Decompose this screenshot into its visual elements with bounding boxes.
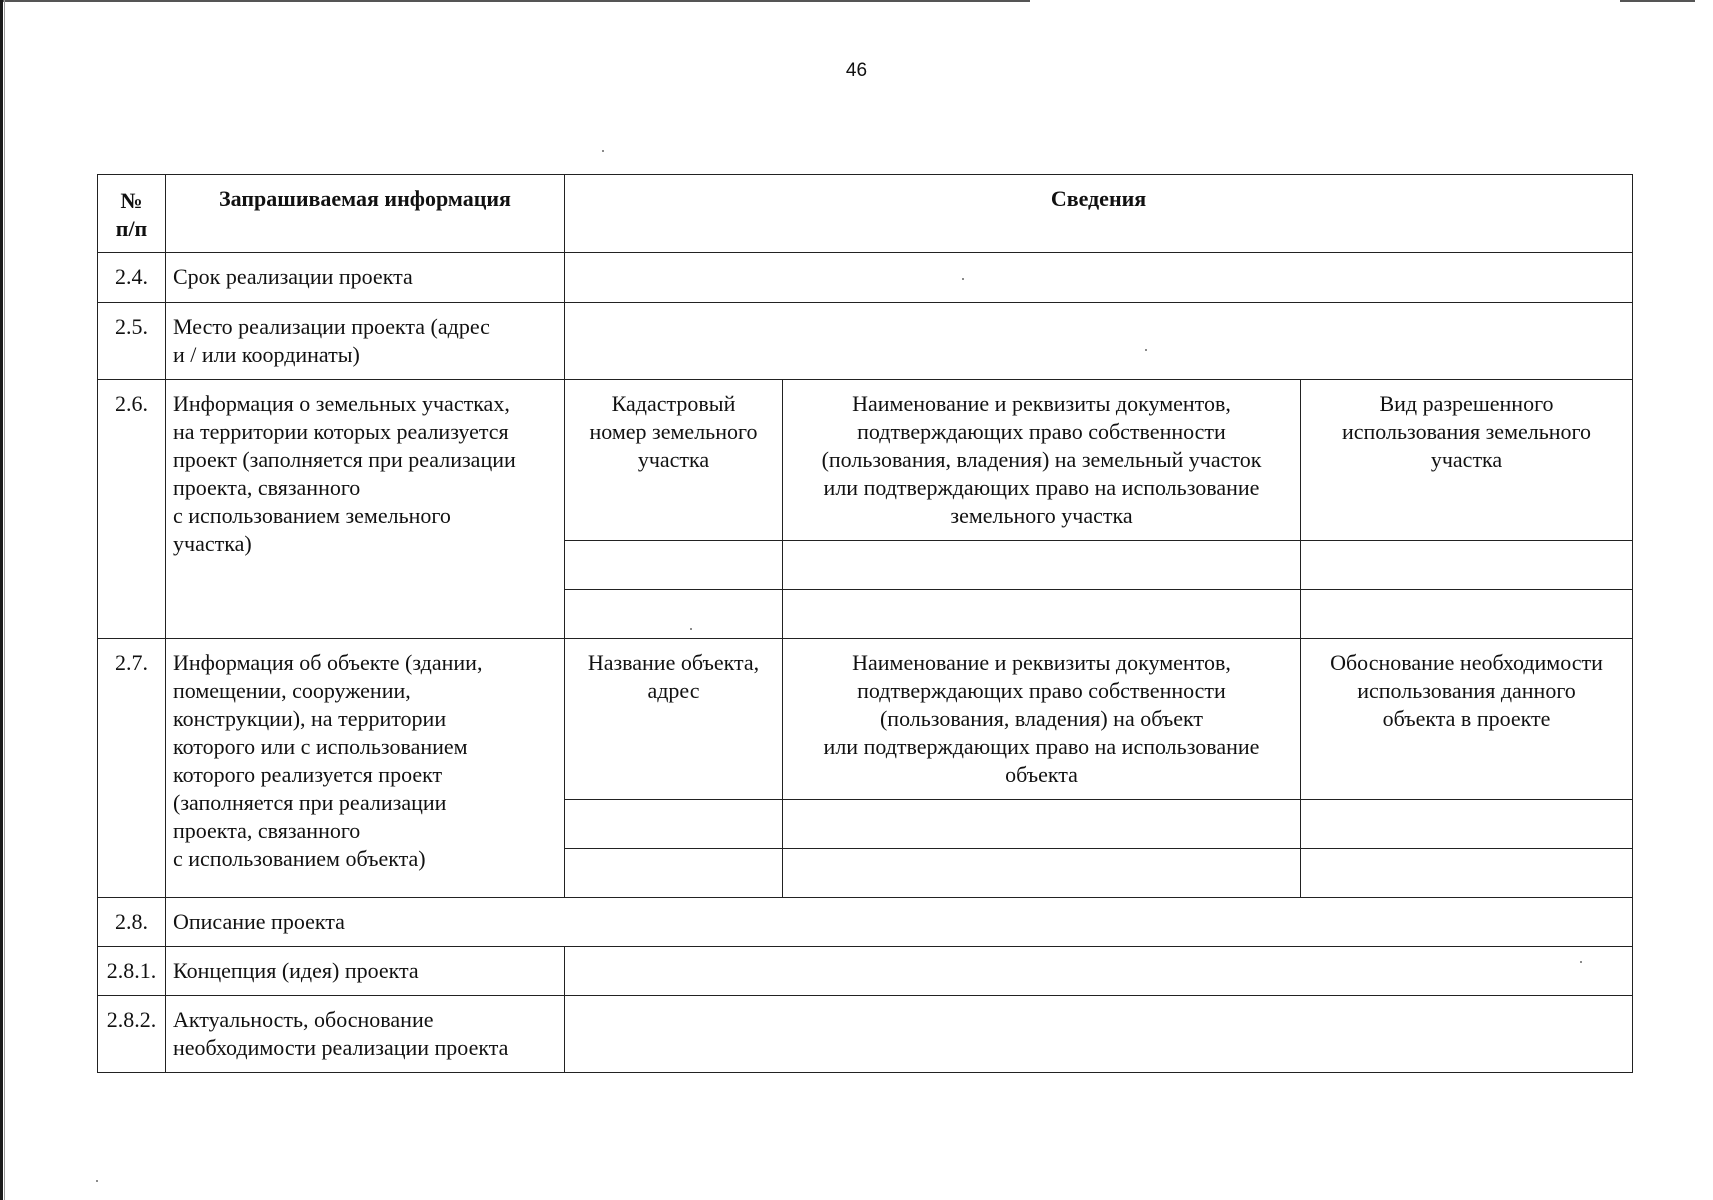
row-label: Описание проекта — [166, 898, 1633, 947]
row-number: 2.7. — [98, 639, 166, 898]
header-details: Сведения — [565, 175, 1633, 253]
scan-edge-top-right — [1620, 0, 1695, 2]
data-cell[interactable] — [565, 800, 783, 849]
header-requested-info: Запрашиваемая информация — [166, 175, 565, 253]
subheader-object-ownership-documents: Наименование и реквизиты документов, подтверждающих право собственности (пользования, владения) на объект или подтверждающих право на использование объекта — [783, 639, 1301, 800]
scan-speck — [1145, 349, 1147, 351]
row-number: 2.4. — [98, 253, 166, 303]
scan-speck — [962, 278, 964, 280]
subheader-cadastral-number: Кадастровый номер земельного участка — [565, 380, 783, 541]
table-row — [98, 639, 1633, 800]
table-row — [98, 996, 1633, 1073]
scan-edge-left — [0, 0, 3, 1200]
row-label: Концепция (идея) проекта — [166, 947, 565, 996]
data-cell[interactable] — [565, 849, 783, 898]
table-row — [98, 947, 1633, 996]
row-number: 2.8.1. — [98, 947, 166, 996]
subheader-permitted-use: Вид разрешенного использования земельного участка — [1301, 380, 1633, 541]
table-row — [98, 898, 1633, 947]
data-cell[interactable] — [1301, 541, 1633, 590]
data-cell[interactable] — [565, 590, 783, 639]
details-cell[interactable] — [565, 303, 1633, 380]
scan-speck — [96, 1180, 98, 1182]
row-label: Актуальность, обоснование необходимости реализации проекта — [166, 996, 565, 1073]
table-row — [98, 253, 1633, 303]
details-cell[interactable] — [565, 996, 1633, 1073]
details-cell[interactable] — [565, 947, 1633, 996]
scan-speck — [1580, 961, 1582, 963]
row-number: 2.6. — [98, 380, 166, 639]
scan-edge-top — [0, 0, 1030, 2]
table-header-row — [98, 175, 1633, 253]
row-label: Место реализации проекта (адрес и / или координаты) — [166, 303, 565, 380]
header-number: № п/п — [98, 175, 166, 253]
data-cell[interactable] — [783, 800, 1301, 849]
data-cell[interactable] — [1301, 590, 1633, 639]
subheader-object-justification: Обоснование необходимости использования данного объекта в проекте — [1301, 639, 1633, 800]
table-row — [98, 380, 1633, 541]
data-cell[interactable] — [783, 590, 1301, 639]
subheader-land-ownership-documents: Наименование и реквизиты документов, подтверждающих право собственности (пользования, владения) на земельный участок или подтверждающих право на использование земельного участка — [783, 380, 1301, 541]
data-cell[interactable] — [783, 849, 1301, 898]
row-label: Информация о земельных участках, на территории которых реализуется проект (заполняется при реализации проекта, связанного с использованием земельного участка) — [166, 380, 565, 639]
table-row — [98, 303, 1633, 380]
scan-speck — [690, 628, 692, 630]
details-cell[interactable] — [565, 253, 1633, 303]
data-cell[interactable] — [783, 541, 1301, 590]
page-number: 46 — [845, 60, 868, 81]
scan-speck — [602, 150, 604, 152]
scan-edge-left-inner — [4, 0, 5, 1200]
row-label: Срок реализации проекта — [166, 253, 565, 303]
subheader-object-name: Название объекта, адрес — [565, 639, 783, 800]
row-number: 2.8.2. — [98, 996, 166, 1073]
row-number: 2.8. — [98, 898, 166, 947]
information-table — [97, 174, 1633, 1073]
data-cell[interactable] — [1301, 800, 1633, 849]
row-number: 2.5. — [98, 303, 166, 380]
row-label: Информация об объекте (здании, помещении, сооружении, конструкции), на территории которого или с использованием которого реализуется проект (заполняется при реализации проекта, связанного с использованием объекта) — [166, 639, 565, 898]
data-cell[interactable] — [1301, 849, 1633, 898]
data-cell[interactable] — [565, 541, 783, 590]
